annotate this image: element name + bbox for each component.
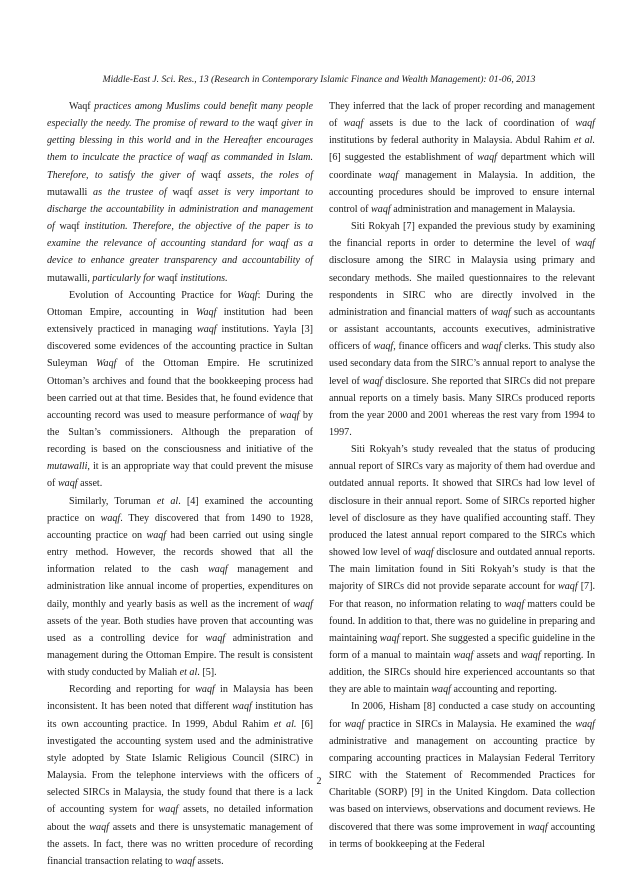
text-run: assets, no detailed information about the [47, 804, 313, 833]
italic-term: waqf [232, 701, 252, 713]
italic-term: waqf [146, 529, 167, 541]
italic-term: Waqf [96, 358, 117, 370]
italic-term: giver in getting blessing in this world and in the Hereafter encourages them to inculcate the practice of waqf as commanded in Islam. Therefore, to satisfy the giver of [47, 118, 313, 181]
italic-term: institution. Therefore, the objective of the paper is to examine the relevance of accounting standard for waqf as a device to enhance greater transparency and accountability of [47, 221, 313, 267]
left-column [47, 98, 313, 870]
text-run: waqf [172, 186, 193, 198]
italic-term: , particularly for [87, 272, 158, 284]
text-run: had been carried out using single entry method. However, the records showed that all the information related to the cash [47, 529, 313, 576]
italic-term: waqf [481, 341, 502, 353]
text-run: assets and [473, 650, 522, 661]
text-run: department which will coordinate [329, 152, 595, 181]
page-number: 2 [316, 776, 322, 787]
italic-term: waqf [431, 684, 451, 696]
italic-term: waqf [575, 118, 595, 130]
italic-term: waqf [205, 632, 226, 644]
text-run: assets is due to the lack of coordination of [363, 118, 576, 130]
italic-term: waqf [344, 718, 365, 730]
text-run: disclosure and outdated annual reports. The main limitation found in Siti Rokyah’s study is that the majority of SIRCs did not provide separate account for [329, 547, 595, 593]
text-run: In 2006, Hisham [8] conducted a case study on accounting for [329, 701, 595, 730]
paragraph [47, 493, 313, 682]
text-run: practice in SIRCs in Malaysia. He examined the [364, 718, 576, 730]
running-header: Middle-East J. Sci. Res., 13 (Research in Contemporary Islamic Finance and Wealth Management): 01-06, 2013 [102, 74, 536, 85]
text-run: : During the Ottoman Empire, accounting in [47, 289, 313, 318]
italic-term: waqf [208, 564, 228, 576]
italic-term: waqf [371, 203, 391, 215]
text-run: in Malaysia has been inconsistent. It has been noted that different [47, 684, 314, 713]
text-run: Siti Rokyah [7] expanded the previous study by examining the financial reports in order to determine the level of [329, 221, 595, 250]
italic-term: waqf [491, 306, 511, 318]
text-run: waqf [200, 169, 222, 181]
italic-term: et al [179, 667, 198, 679]
text-run: [6] investigated the accounting system used and the administrative style adopted by State Islamic Religious Council (SIRC) in Malaysia. From the telephone interviews with the officers of selected SIRCs in Malaysia, the study found that there is a lack of accounting system for [47, 718, 313, 816]
italic-term: waqf [378, 169, 399, 181]
text-run: reporting. In addition, the SIRCs should hire experienced accountants so that they are able to maintain [329, 650, 595, 696]
italic-term: waqf [89, 821, 109, 833]
text-run: accounting and reporting. [450, 684, 557, 696]
text-run: accounting in terms of bookkeeping at the Federal [329, 821, 596, 850]
italic-term: Waqf [237, 289, 258, 301]
text-run: Evolution of Accounting Practice for [69, 289, 238, 301]
italic-term: waqf [575, 718, 595, 730]
text-run: of the Ottoman Empire. He scrutinized Ottoman’s archives and found that the bookkeeping process had been carried out at that time. Besides that, he found evidence that accounting record was used to measure performance of [47, 358, 313, 421]
text-run: Siti Rokyah’s study revealed that the status of producing annual report of SIRCs vary as majority of them had overdue and outdated annual reports. It showed that SIRCs had low level of disclosure in their annual report. Some of SIRCs reported higher level of disclosure as they have qualified accounting staff. They produced the latest annual report compared to the SIRCs which showed low level of [329, 444, 595, 559]
text-run: waqf [257, 118, 278, 130]
text-run: They inferred that the lack of proper recording and management of [329, 101, 595, 130]
italic-term: waqf [521, 650, 541, 661]
paragraph [329, 218, 595, 441]
text-run: administrative and management on accounting practice by comparing accounting practices in Malaysian Federal Territory SIRC with the Statement of Recommended Practices for Charitable (SORP) [9] in the United Kingdom. Data collection was based on interviews, observations and document reviews. He discovered that there was some improvement in [329, 735, 595, 833]
text-run: [7]. For that reason, no information relating to [329, 581, 595, 610]
italic-term: Waqf [196, 306, 217, 318]
italic-term: waqf [362, 375, 383, 387]
text-run: matters could be found. In addition to that, there was no guideline in preparing and maintaining [329, 598, 595, 644]
text-run: administration and management in Malaysia. [390, 203, 576, 215]
italic-term: asset is very important to discharge the accountability in administration and management of [47, 186, 314, 233]
italic-term: waqf [100, 512, 121, 524]
italic-term: waqf [279, 409, 300, 421]
italic-term: waqf [57, 478, 78, 490]
text-run: management in Malaysia. In addition, the accounting procedures should be improved to ensure internal control of [329, 169, 595, 215]
text-run: such as accountants or assistant accountants, accounts executives, administrative officers of [329, 306, 595, 353]
text-run: , finance officers and [393, 341, 482, 353]
text-run: disclosure. She reported that SIRCs did not prepare annual reports on a timely basis. Many SIRCs produced reports from the year 2000 and 2001 whereas the rest vary from 1994 to 1997. [329, 375, 595, 438]
text-run: mutawalli [47, 186, 88, 198]
text-run: institution had been extensively practiced in managing [47, 306, 313, 336]
italic-term: institutions. [177, 272, 228, 284]
text-run: clerks. This study also used secondary data from the SIRC’s annual report to analyse the level of [329, 341, 595, 387]
right-column [329, 98, 595, 853]
text-run: disclosure among the SIRC in Malaysia using primary and secondary methods. She mailed questionnaires to the relevant respondents in SIRC who are directly involved in the administration and financial matters of [329, 255, 595, 318]
italic-term: practices among Muslims could benefit many people especially the needy. The promise of reward to the [47, 101, 313, 130]
italic-term: waqf [373, 341, 394, 353]
text-run: institutions. Yayla [3] discovered some evidences of the accounting practice in Sultan Suleyman [47, 324, 314, 370]
text-run: by the Sultan’s commissioners. Although the preparation of recording is based on the consciousness and initiative of the [47, 409, 313, 456]
italic-term: waqf [453, 650, 474, 661]
text-run: assets of the year. Both studies have proven that accounting was used as a controlling device for [47, 615, 313, 644]
italic-term: waqf [293, 598, 313, 610]
text-run: . [4] examined the accounting practice on [47, 495, 313, 524]
italic-term: et al. [574, 135, 596, 147]
italic-term: waqf [504, 598, 525, 610]
text-run: assets and there is unsystematic management of the assets. In fact, there was no written procedure of recording financial transaction relating to [47, 821, 313, 867]
italic-term: waqf [413, 547, 434, 559]
italic-term: as the trustee of [87, 186, 173, 198]
italic-term: waqf [558, 581, 578, 593]
italic-term: waqf [343, 118, 364, 130]
italic-term: waqf [196, 324, 217, 336]
text-run: management and administration like annual income of properties, expenditures on daily, monthly and yearly basis as well as the increment of [47, 564, 313, 610]
paragraph [47, 98, 313, 287]
text-run: . They discovered that from 1490 to 1928, accounting practice on [47, 512, 313, 541]
italic-term: et al [156, 495, 179, 507]
italic-term: waqf [195, 684, 215, 696]
italic-term: waqf [528, 821, 548, 833]
paragraph [329, 441, 595, 698]
text-run: assets. [195, 855, 224, 867]
italic-term: waqf [379, 632, 400, 644]
paragraph [47, 287, 313, 493]
text-run: Recording and reporting for [69, 684, 196, 696]
text-run: , it is an appropriate way that could prevent the misuse of [47, 461, 313, 490]
text-run: waqf [157, 272, 178, 284]
italic-term: waqf [175, 855, 196, 867]
text-run: waqf [59, 221, 80, 233]
italic-term: waqf [575, 238, 595, 250]
italic-term: et al. [273, 718, 297, 730]
paragraph [329, 98, 595, 218]
italic-term: mutawalli [47, 461, 88, 473]
text-run: administration and management during the Ottoman Empire. The result is consistent with study conducted by Maliah [47, 632, 313, 679]
text-run: institution has its own accounting practice. In 1999, Abdul Rahim [47, 701, 313, 730]
italic-term: waqf [158, 804, 179, 816]
text-run: Similarly, Toruman [69, 495, 157, 507]
text-run: Waqf [69, 101, 91, 112]
text-run: institutions by federal authority in Malaysia. Abdul Rahim [329, 135, 575, 147]
text-run: mutawalli [47, 272, 88, 284]
italic-term: assets, the roles of [221, 169, 313, 181]
italic-term: waqf [477, 152, 497, 164]
text-run: [6] suggested the establishment of [329, 152, 478, 164]
text-run: report. She suggested a specific guideline in the form of a manual to maintain [329, 632, 595, 661]
text-run: . [5]. [197, 667, 217, 679]
text-run: asset. [77, 478, 103, 490]
